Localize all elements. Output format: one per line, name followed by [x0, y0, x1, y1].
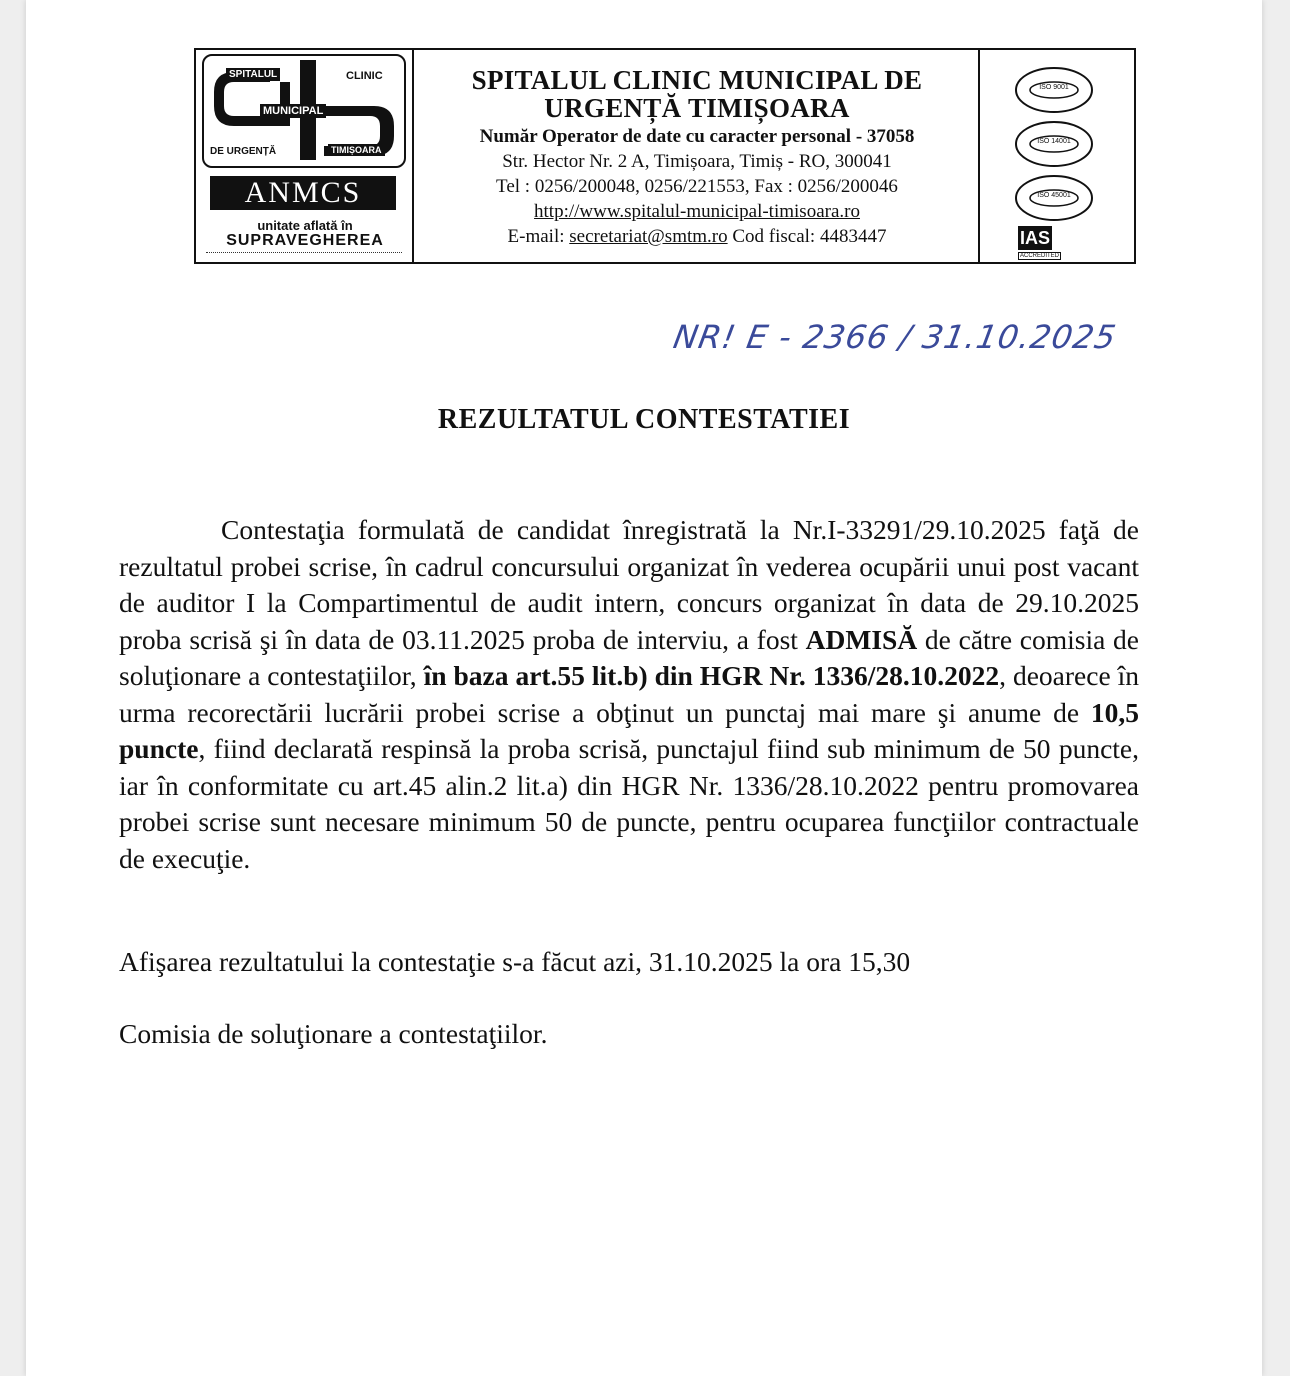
cert-iso9001-icon [1014, 66, 1094, 114]
logo-spitalul: SPITALUL [226, 68, 280, 81]
accredited-label: ACCREDITED [1020, 253, 1060, 259]
operator-number: Număr Operator de date cu caracter personal - 37058 [479, 126, 915, 147]
website-link[interactable]: http://www.spitalul-municipal-timisoara.ro [534, 201, 860, 222]
logo-frame [202, 54, 406, 168]
para-text-4: , fiind declarată respinsă la proba scrisă, punctajul fiind sub minimum de 50 puncte, iar în conformitate cu art.45 alin.2 lit.a) din HGR Nr. 1336/28.10.2022 pentru promovarea probei scrise sunt necesare minimum 50 de puncte, pentru ocuparea funcţiilor contractuale de execuţie. [119, 733, 1139, 874]
anmcs-fine-print [206, 252, 402, 255]
handwritten-registration-number: NR! E - 2366 / 31.10.2025 [670, 318, 1120, 356]
logo-municipal: MUNICIPAL [260, 104, 326, 118]
document-page [26, 0, 1262, 1376]
para-text-3: , deoarece în urma recorectării lucrării probei scrise a obţinut un punctaj mai mare şi anume de [119, 660, 1139, 728]
address: Str. Hector Nr. 2 A, Timișoara, Timiș - RO, 300041 [502, 151, 892, 172]
fiscal-code: Cod fiscal: 4483447 [727, 226, 887, 247]
anmcs-unitate: unitate aflată în [257, 218, 353, 233]
para-legal-basis: în baza art.55 lit.b) din HGR Nr. 1336/28.10.2022 [423, 660, 1000, 691]
hospital-info [414, 50, 980, 262]
anmcs-supraveghere: SUPRAVEGHEREA [226, 232, 384, 249]
logo-timisoara: TIMIȘOARA [328, 144, 385, 156]
cert-iso9001-label: ISO 9001 [1039, 84, 1069, 91]
cert-iso45001-icon [1014, 174, 1094, 222]
ias-label: IAS [1020, 228, 1051, 248]
letterhead [194, 48, 1136, 264]
cert-iso14001-icon [1014, 120, 1094, 168]
para-text-2: de către comisia de soluţionare a contestaţiilor, [119, 623, 1139, 691]
cert-iso14001-label: ISO 14001 [1037, 138, 1071, 145]
email-link[interactable]: secretariat@smtm.ro [569, 226, 728, 247]
body-paragraph [119, 512, 1139, 877]
cert-iso45001-label: ISO 45001 [1037, 192, 1071, 199]
logo-clinic: CLINIC [346, 70, 383, 82]
hospital-name-line1: SPITALUL CLINIC MUNICIPAL DE [471, 65, 923, 95]
ias-accredited-icon [1018, 226, 1096, 259]
email-fiscal-line [414, 224, 980, 249]
hospital-logo [196, 50, 414, 262]
certifications [978, 50, 1134, 262]
logo-de-urgenta: DE URGENȚĂ [210, 146, 277, 157]
phone-fax: Tel : 0256/200048, 0256/221553, Fax : 0256/200046 [496, 176, 898, 197]
anmcs-logo: ANMCS [210, 176, 396, 210]
para-text-1: Contestaţia formulată de candidat înregistrată la Nr.I-33291/29.10.2025 faţă de rezultatul probei scrise, în cadrul concursului organizat în vederea ocupării unui post vacant de auditor I la Compartimentul de audit intern, concurs organizat în data de 29.10.2025 proba scrisă şi în data de 03.11.2025 proba de interviu, a fost [119, 514, 1139, 655]
hospital-name-line2: URGENȚĂ TIMIȘOARA [544, 93, 850, 123]
email-label: E-mail: [507, 226, 570, 247]
document-title: REZULTATUL CONTESTATIEI [437, 404, 851, 435]
posting-notice: Afişarea rezultatului la contestaţie s-a făcut azi, 31.10.2025 la ora 15,30 [119, 946, 911, 977]
para-admitted: ADMISĂ [805, 623, 918, 655]
committee-signature: Comisia de soluţionare a contestaţiilor. [119, 1018, 548, 1049]
para-score: 10,5 puncte [119, 696, 1139, 764]
